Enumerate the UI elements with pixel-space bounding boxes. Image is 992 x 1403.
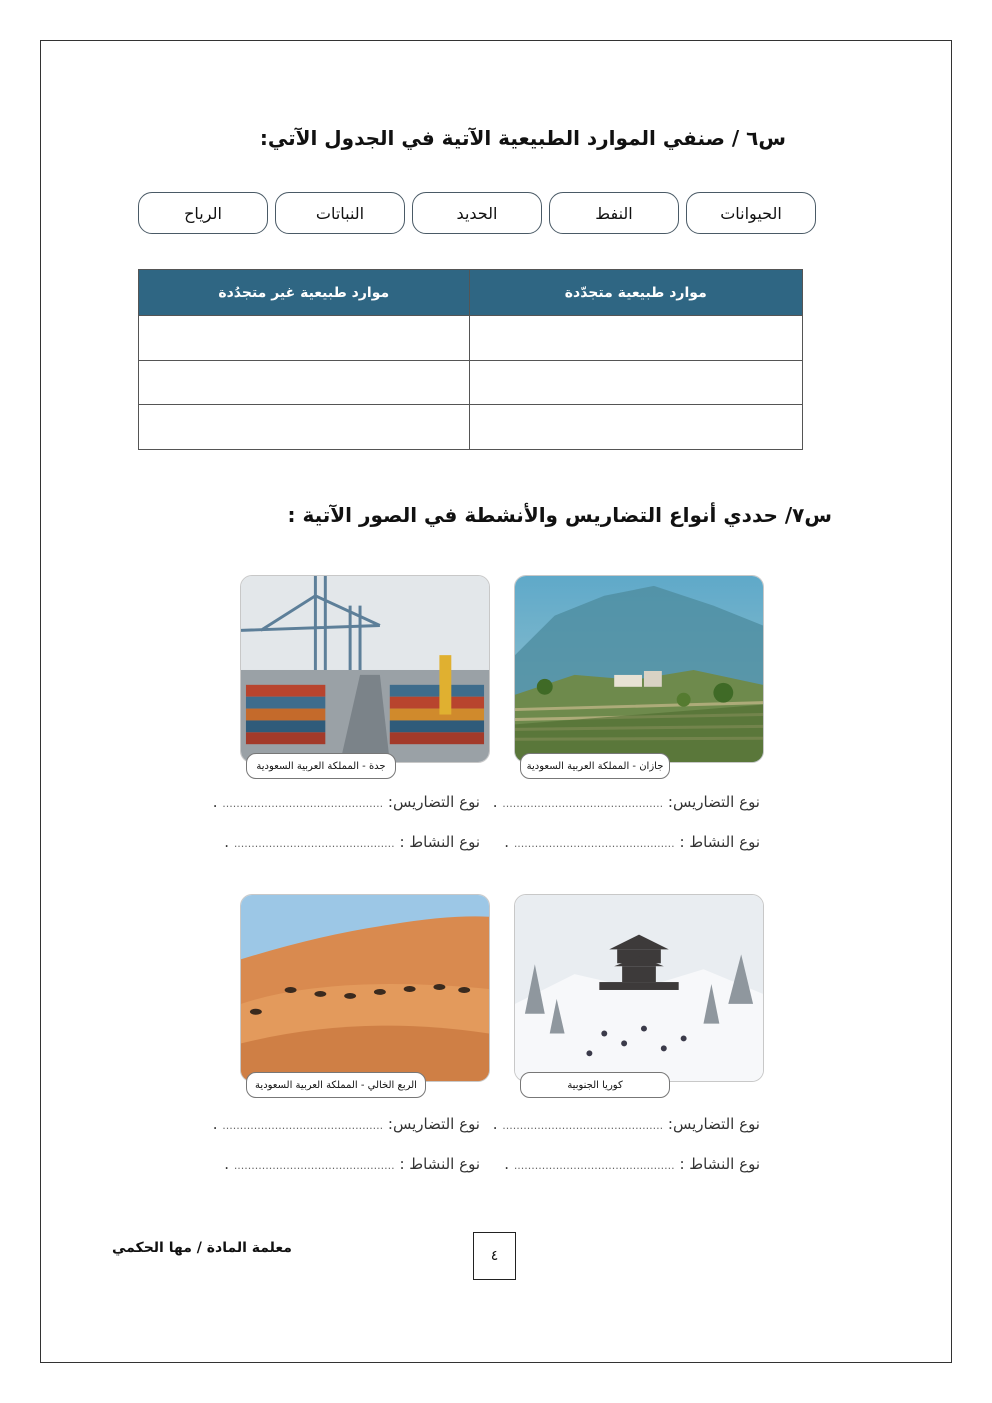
nonrenewable-cell[interactable] — [139, 405, 470, 450]
answer-blank: .............................................. — [222, 1119, 384, 1132]
nonrenewable-header: موارد طبيعية غير متجدُدة — [139, 270, 470, 316]
table-row — [139, 316, 803, 361]
resource-chip-animals[interactable]: الحيوانات — [686, 192, 816, 234]
end-mark: . — [504, 1155, 510, 1173]
nonrenewable-cell[interactable] — [139, 316, 470, 361]
table-row — [139, 360, 803, 405]
answer-blank: .............................................. — [222, 797, 384, 810]
activity-label: نوع النشاط : — [399, 1155, 480, 1173]
page-number: ٤ — [473, 1232, 516, 1280]
end-mark: . — [212, 1115, 218, 1133]
terrain-label: نوع التضاريس: — [667, 1115, 760, 1133]
answer-blank: .............................................. — [233, 1159, 395, 1172]
terrain-field-korea[interactable] — [493, 1115, 760, 1133]
terrain-field-jazan[interactable] — [493, 793, 760, 811]
teacher-name: معلمة المادة / مها الحكمي — [112, 1240, 292, 1256]
activity-field-korea[interactable] — [504, 1155, 760, 1173]
terrain-label: نوع التضاريس: — [667, 793, 760, 811]
terrain-field-empty-quarter[interactable] — [213, 1115, 480, 1133]
activity-label: نوع النشاط : — [679, 833, 760, 851]
answer-blank: .............................................. — [502, 1119, 664, 1132]
resource-chip-iron[interactable]: الحديد — [412, 192, 542, 234]
empty-quarter-desert-photo — [240, 894, 490, 1082]
resource-chips — [138, 192, 816, 234]
end-mark: . — [224, 833, 230, 851]
end-mark: . — [504, 833, 510, 851]
activity-field-jazan[interactable] — [504, 833, 760, 851]
terrain-field-jeddah[interactable] — [213, 793, 480, 811]
caption-empty-quarter: الربع الخالي - المملكة العربية السعودية — [246, 1072, 426, 1098]
resource-chip-wind[interactable]: الرياح — [138, 192, 268, 234]
terrain-label: نوع التضاريس: — [387, 793, 480, 811]
answer-blank: .............................................. — [513, 1159, 675, 1172]
end-mark: . — [212, 793, 218, 811]
page-border — [40, 40, 952, 1363]
korea-snow-photo — [514, 894, 764, 1082]
renewable-header: موارد طبيعية متجدّدة — [469, 270, 802, 316]
renewable-cell[interactable] — [469, 405, 802, 450]
terrain-label: نوع التضاريس: — [387, 1115, 480, 1133]
end-mark: . — [224, 1155, 230, 1173]
answer-blank: .............................................. — [233, 837, 395, 850]
caption-jazan: جازان - المملكة العربية السعودية — [520, 753, 670, 779]
classification-table — [138, 269, 803, 450]
caption-korea: كوريا الجنوبية — [520, 1072, 670, 1098]
answer-blank: .............................................. — [502, 797, 664, 810]
jeddah-port-photo — [240, 575, 490, 763]
caption-jeddah: جدة - المملكة العربية السعودية — [246, 753, 396, 779]
renewable-cell[interactable] — [469, 360, 802, 405]
resource-chip-oil[interactable]: النفط — [549, 192, 679, 234]
nonrenewable-cell[interactable] — [139, 360, 470, 405]
table-row — [139, 405, 803, 450]
renewable-cell[interactable] — [469, 316, 802, 361]
activity-field-empty-quarter[interactable] — [224, 1155, 480, 1173]
activity-label: نوع النشاط : — [679, 1155, 760, 1173]
question-7-title: س٧/ حددي أنواع التضاريس والأنشطة في الصور الآتية : — [287, 503, 832, 527]
resource-chip-plants[interactable]: النباتات — [275, 192, 405, 234]
end-mark: . — [492, 793, 498, 811]
answer-blank: .............................................. — [513, 837, 675, 850]
question-6-title: س٦ / صنفي الموارد الطبيعية الآتية في الجدول الآتي: — [259, 126, 786, 150]
jazan-terraces-photo — [514, 575, 764, 763]
end-mark: . — [492, 1115, 498, 1133]
activity-label: نوع النشاط : — [399, 833, 480, 851]
activity-field-jeddah[interactable] — [224, 833, 480, 851]
